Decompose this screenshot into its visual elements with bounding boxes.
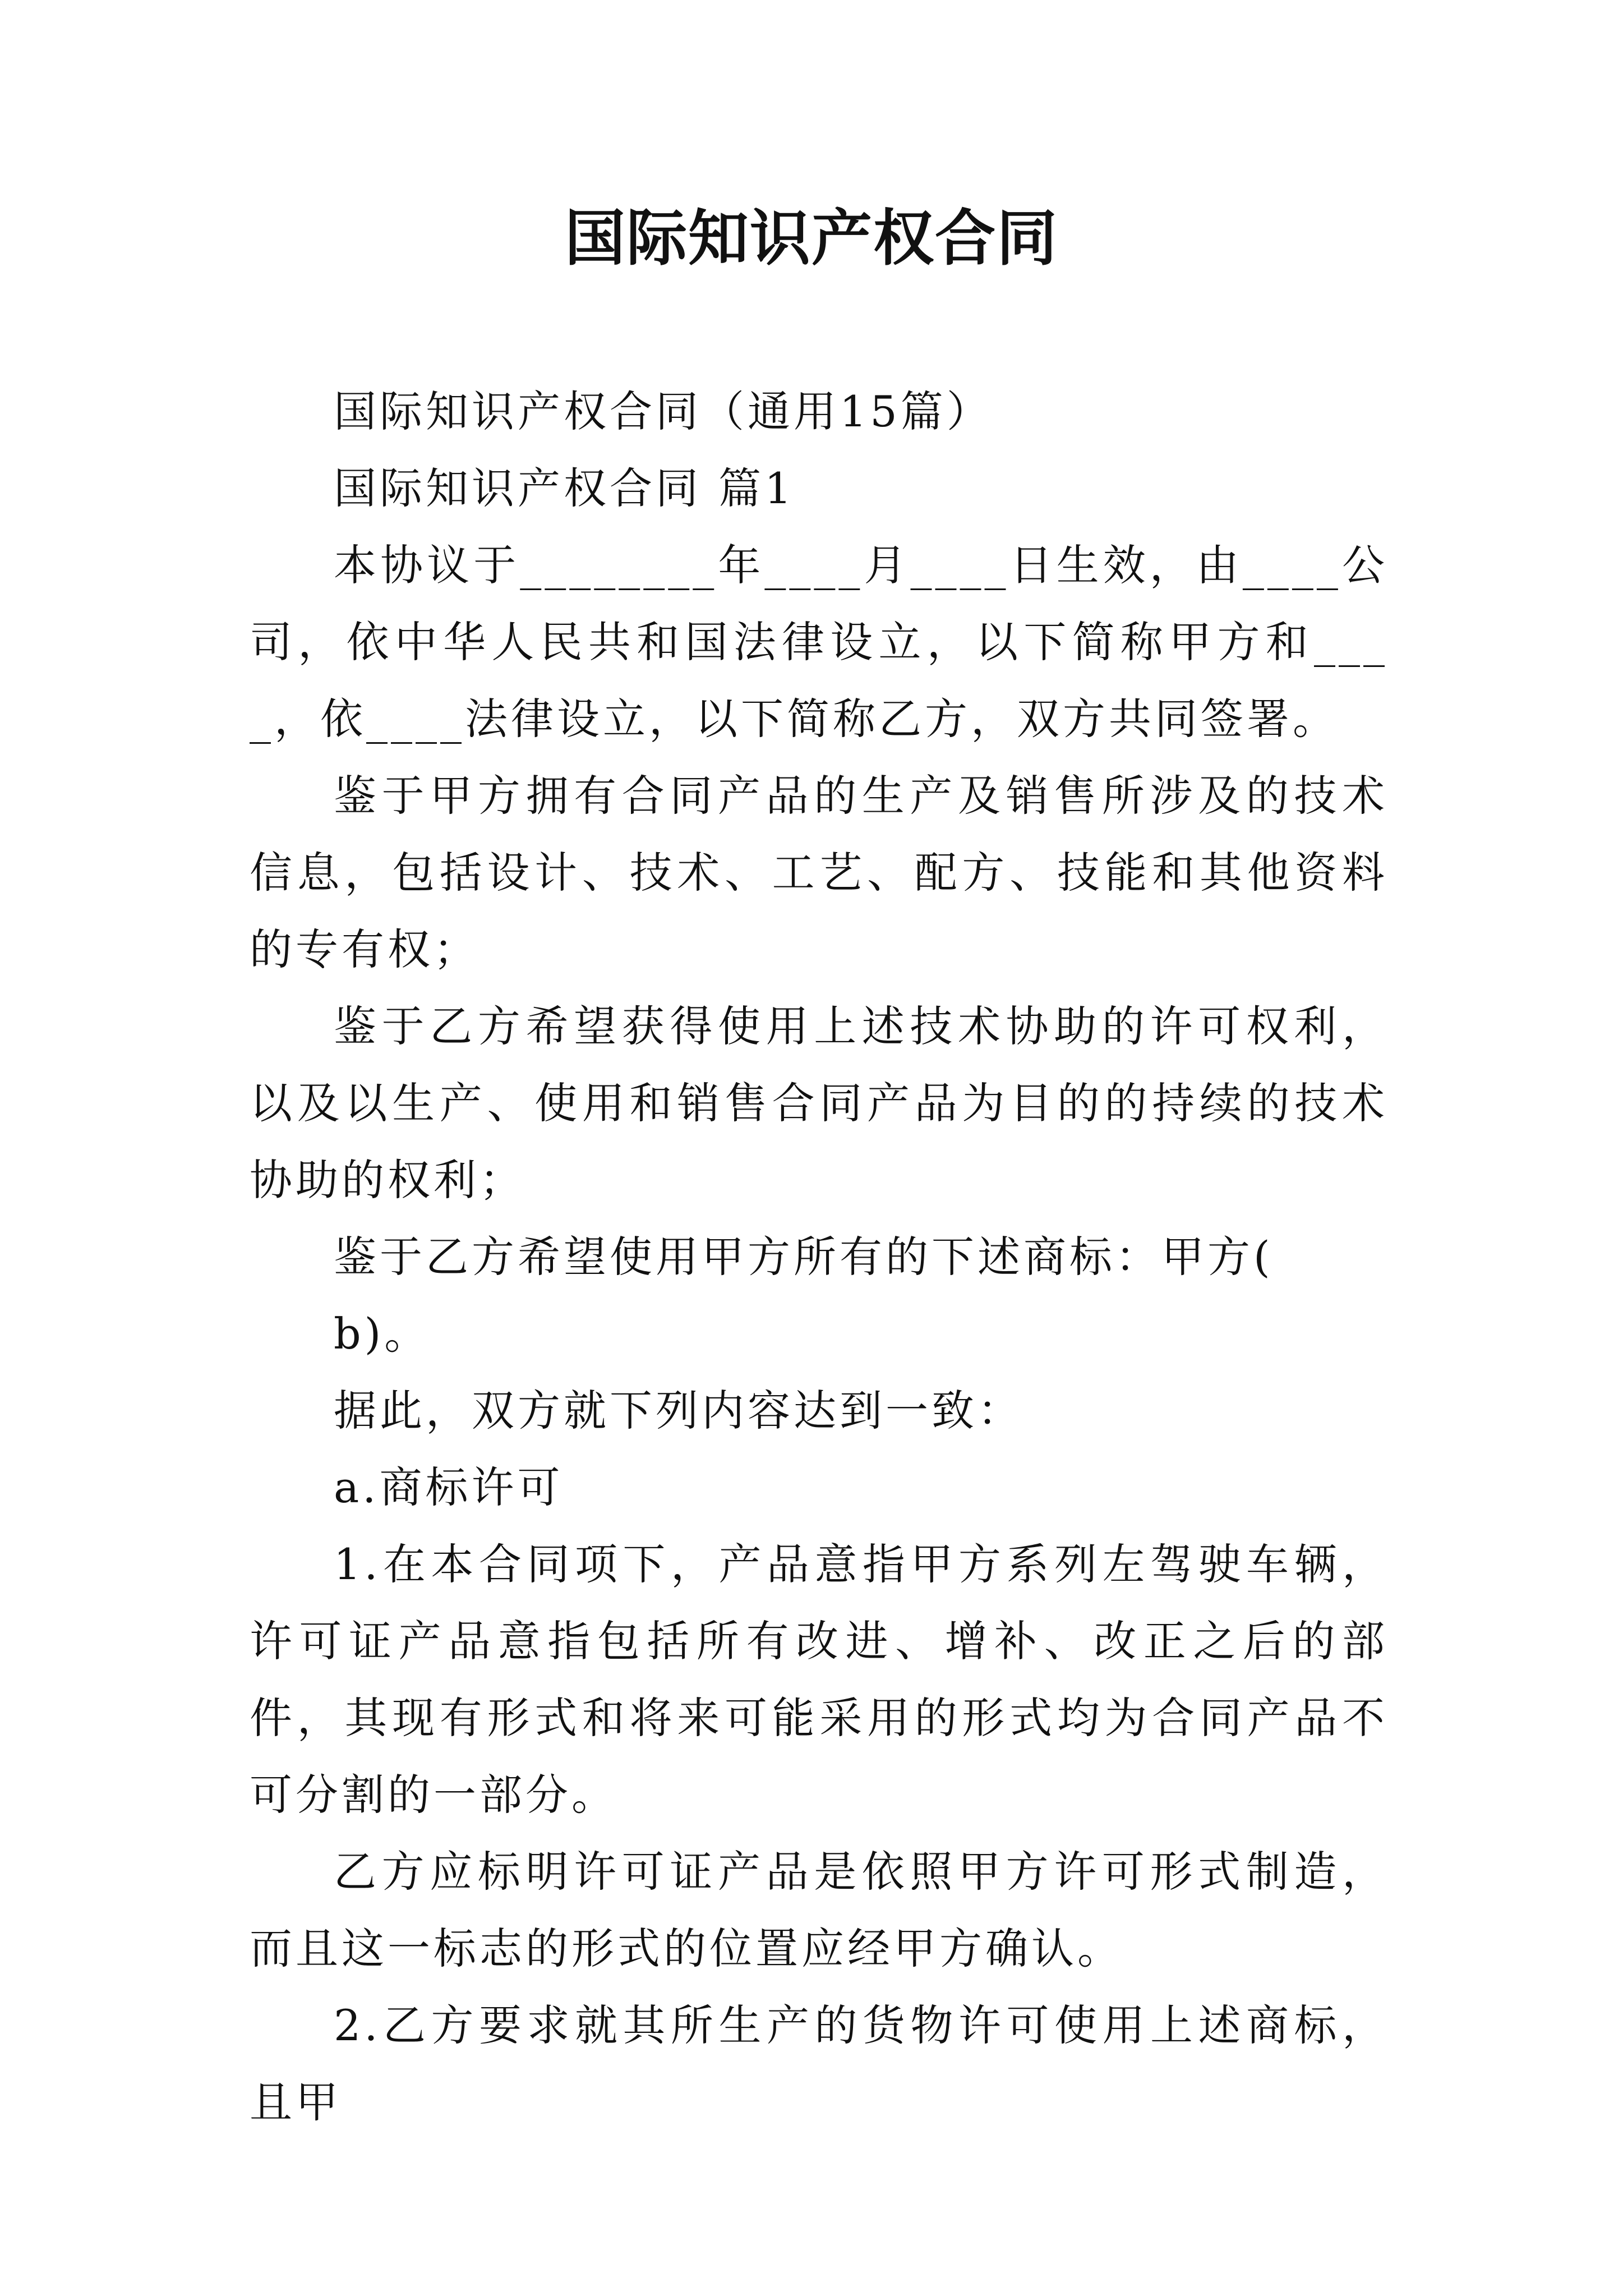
- clause-1: 1.在本合同项下，产品意指甲方系列左驾驶车辆，许可证产品意指包括所有改进、增补、改正之后的部件，其现有形式和将来可能采用的形式均为合同产品不可分割的一部分。: [250, 1539, 1388, 1820]
- paragraph-article-heading: 国际知识产权合同 篇1: [334, 463, 795, 513]
- paragraph-whereas-3-cont: b)。: [334, 1309, 431, 1359]
- document-title: 国际知识产权合同: [564, 203, 1058, 274]
- section-heading-trademark-license: a.商标许可: [334, 1462, 564, 1512]
- paragraph-collection-heading: 国际知识产权合同（通用15篇）: [334, 386, 993, 436]
- paragraph-agreement: 据此，双方就下列内容达到一致：: [334, 1386, 1023, 1435]
- clause-2: 2.乙方要求就其所生产的货物许可使用上述商标，且甲: [250, 2000, 1388, 2127]
- paragraph-whereas-2: 鉴于乙方希望获得使用上述技术协助的许可权利，以及以生产、使用和销售合同产品为目的的持续的技术协助的权利；: [250, 1001, 1388, 1205]
- paragraph-preamble: 本协议于________年____月____日生效，由____公司，依中华人民共和国法律设立，以下简称甲方和____，依____法律设立，以下简称乙方，双方共同签署。: [250, 540, 1388, 744]
- document-body: [250, 373, 1388, 2141]
- clause-1-marking: 乙方应标明许可证产品是依照甲方许可形式制造，而且这一标志的形式的位置应经甲方确认。: [250, 1847, 1388, 1973]
- paragraph-whereas-3: 鉴于乙方希望使用甲方所有的下述商标：甲方(: [334, 1232, 1274, 1282]
- paragraph-whereas-1: 鉴于甲方拥有合同产品的生产及销售所涉及的技术信息，包括设计、技术、工艺、配方、技能和其他资料的专有权；: [250, 771, 1388, 974]
